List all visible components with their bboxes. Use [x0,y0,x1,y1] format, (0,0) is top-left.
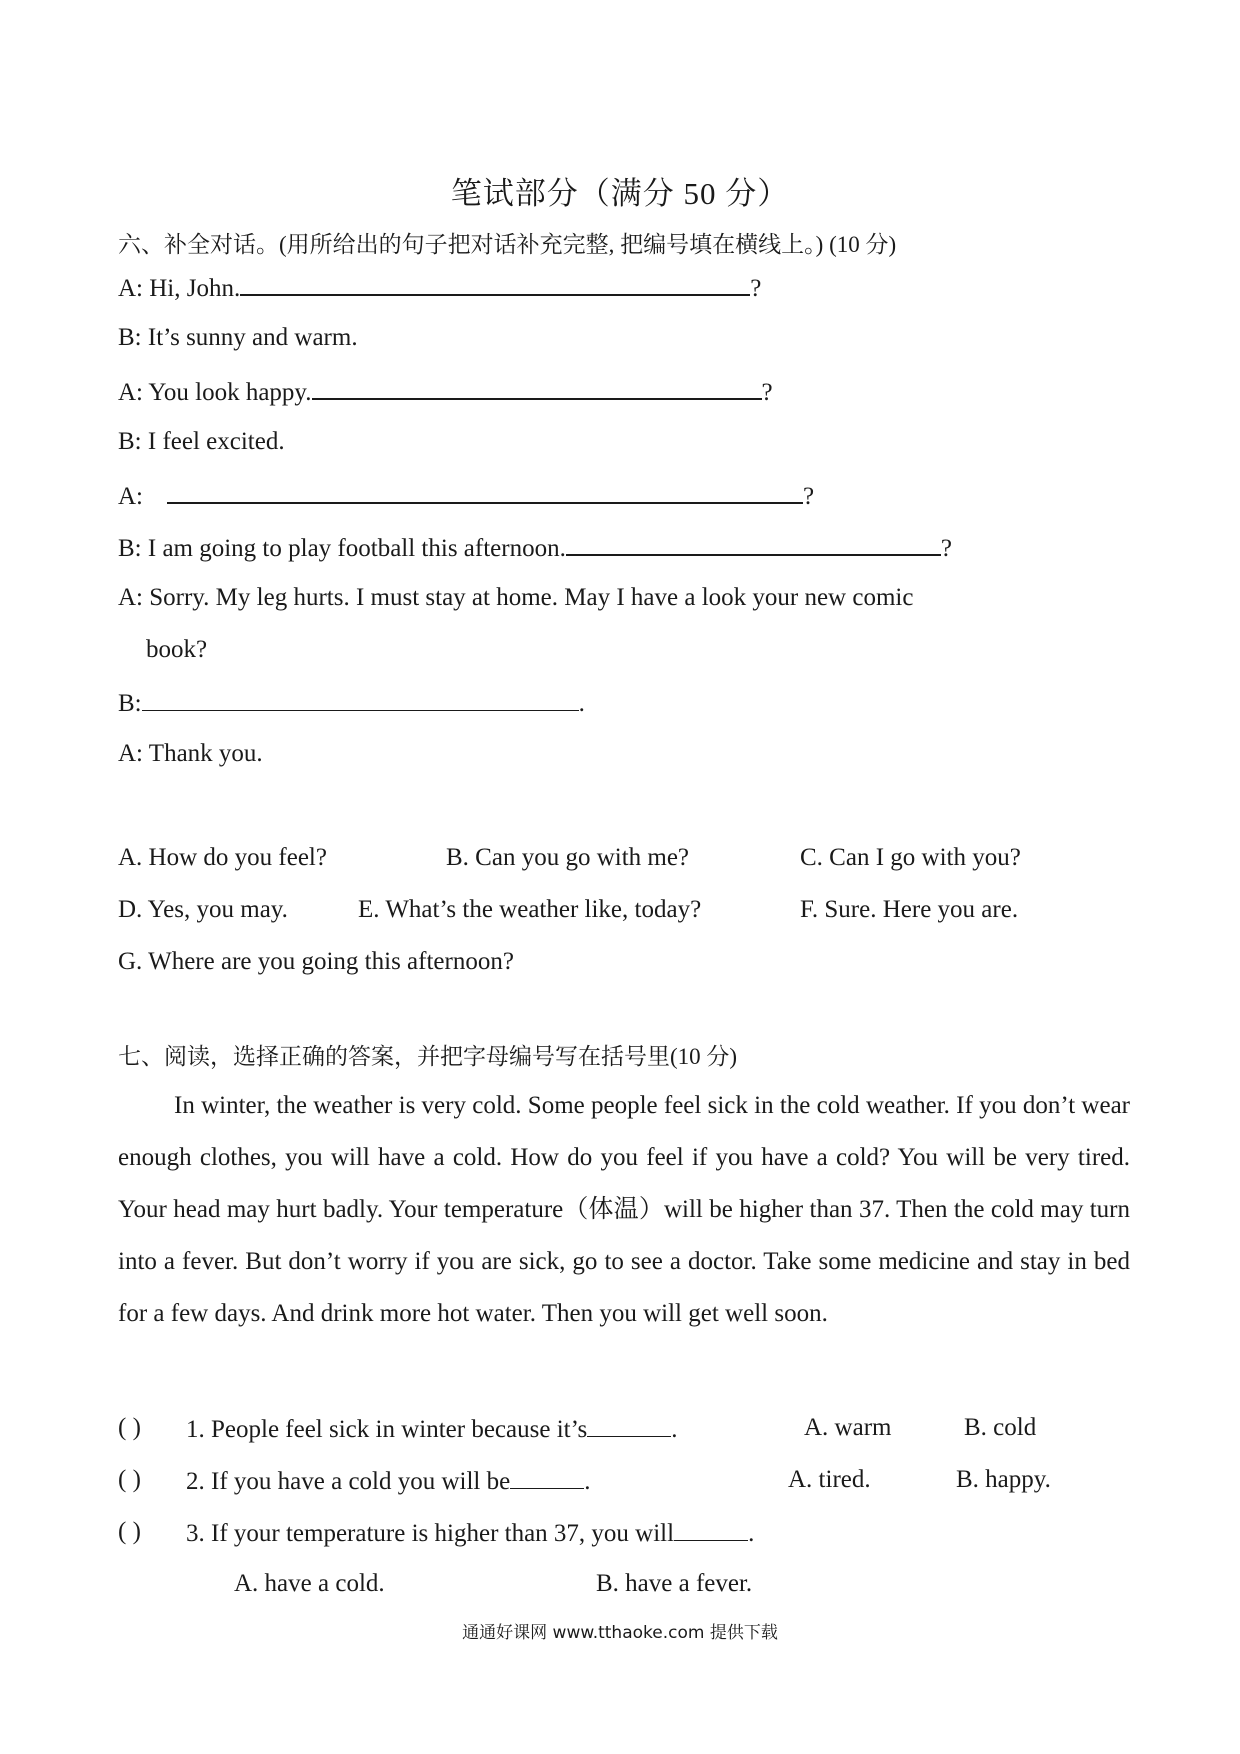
question-1-choice-b: B. cold [964,1414,1037,1441]
option-f: F. Sure. Here you are. [800,896,1019,923]
option-d: D. Yes, you may. [118,896,288,923]
dialogue-line-6 [118,532,952,563]
dialogue-text: B: [118,690,142,717]
question-2-choice-a: A. tired. [788,1466,871,1493]
dialogue-text: A: You look happy. [118,379,312,406]
option-a: A. How do you feel? [118,844,327,871]
question-end: . [748,1520,755,1547]
dialogue-line-3 [118,376,773,407]
dialogue-line-5 [118,480,814,511]
question-2-choice-b: B. happy. [956,1466,1051,1493]
answer-blank[interactable] [566,532,941,556]
question-stem: 1. People feel sick in winter because it’s [186,1416,588,1443]
dialogue-line-4 [118,428,285,456]
answer-blank[interactable] [587,1414,671,1437]
question-2 [186,1466,590,1496]
option-c: C. Can I go with you? [800,844,1021,871]
answer-blank[interactable] [142,688,579,711]
footer-source: 通通好课网 www.tthaoke.com 提供下载 [462,1623,778,1643]
dialogue-text: B: I feel excited. [118,428,285,455]
dialogue-line-10 [118,740,263,768]
dialogue-text: A: Hi, John. [118,275,241,302]
answer-bracket[interactable]: ( ) [118,1518,141,1545]
dialogue-end: ? [940,535,952,562]
dialogue-text: A: Sorry. My leg hurts. I must stay at home. May I have a look your new comic [118,584,914,611]
question-3 [186,1518,754,1548]
answer-blank[interactable] [510,1466,584,1489]
question-3-choice-a: A. have a cold. [234,1570,385,1597]
section-6-heading: 六、补全对话。(用所给出的句子把对话补充完整, 把编号填在横线上。) (10 分) [118,232,897,257]
section-7-heading: 七、阅读，选择正确的答案，并把字母编号写在括号里(10 分) [118,1044,738,1069]
dialogue-line-1 [118,272,761,303]
dialogue-text: B: It’s sunny and warm. [118,324,358,351]
page-title: 笔试部分（满分 50 分） [450,176,790,211]
option-b: B. Can you go with me? [446,844,690,871]
dialogue-line-8 [146,636,207,664]
answer-blank[interactable] [312,376,762,400]
answer-blank[interactable] [240,272,750,296]
question-3-choice-b: B. have a fever. [596,1570,753,1597]
dialogue-line-9 [118,688,585,718]
reading-passage: In winter, the weather is very cold. Some people feel sick in the cold weather. If you don’t wear enough clothes, you will have a cold. How do you feel if you have a cold? You will be very tired. Your head may hurt badly. Your temperature（体温）will be higher than 37. Then the cold may turn into a fever. But don’t worry if you are sick, go to see a doctor. Take some medicine and stay in bed for a few days. And drink more hot water. Then you will get well soon. [118,1092,1130,1327]
answer-blank[interactable] [674,1518,748,1541]
dialogue-line-7 [118,584,913,612]
dialogue-line-2 [118,324,358,352]
dialogue-text: A: [118,483,143,510]
question-stem: 3. If your temperature is higher than 37, you will [186,1520,675,1547]
dialogue-text: A: Thank you. [118,740,263,767]
question-1 [186,1414,678,1444]
option-g: G. Where are you going this afternoon? [118,948,514,975]
dialogue-end: ? [803,483,815,510]
dialogue-end: ? [761,379,773,406]
question-end: . [584,1468,591,1495]
option-e: E. What’s the weather like, today? [358,896,702,923]
question-1-choice-a: A. warm [804,1414,892,1441]
dialogue-text: book? [146,636,208,663]
dialogue-text: B: I am going to play football this afternoon. [118,535,566,562]
answer-blank[interactable] [167,480,803,504]
answer-bracket[interactable]: ( ) [118,1466,141,1493]
dialogue-end: . [578,690,585,717]
dialogue-end: ? [750,275,762,302]
question-end: . [671,1416,678,1443]
question-stem: 2. If you have a cold you will be [186,1468,511,1495]
answer-bracket[interactable]: ( ) [118,1414,141,1441]
